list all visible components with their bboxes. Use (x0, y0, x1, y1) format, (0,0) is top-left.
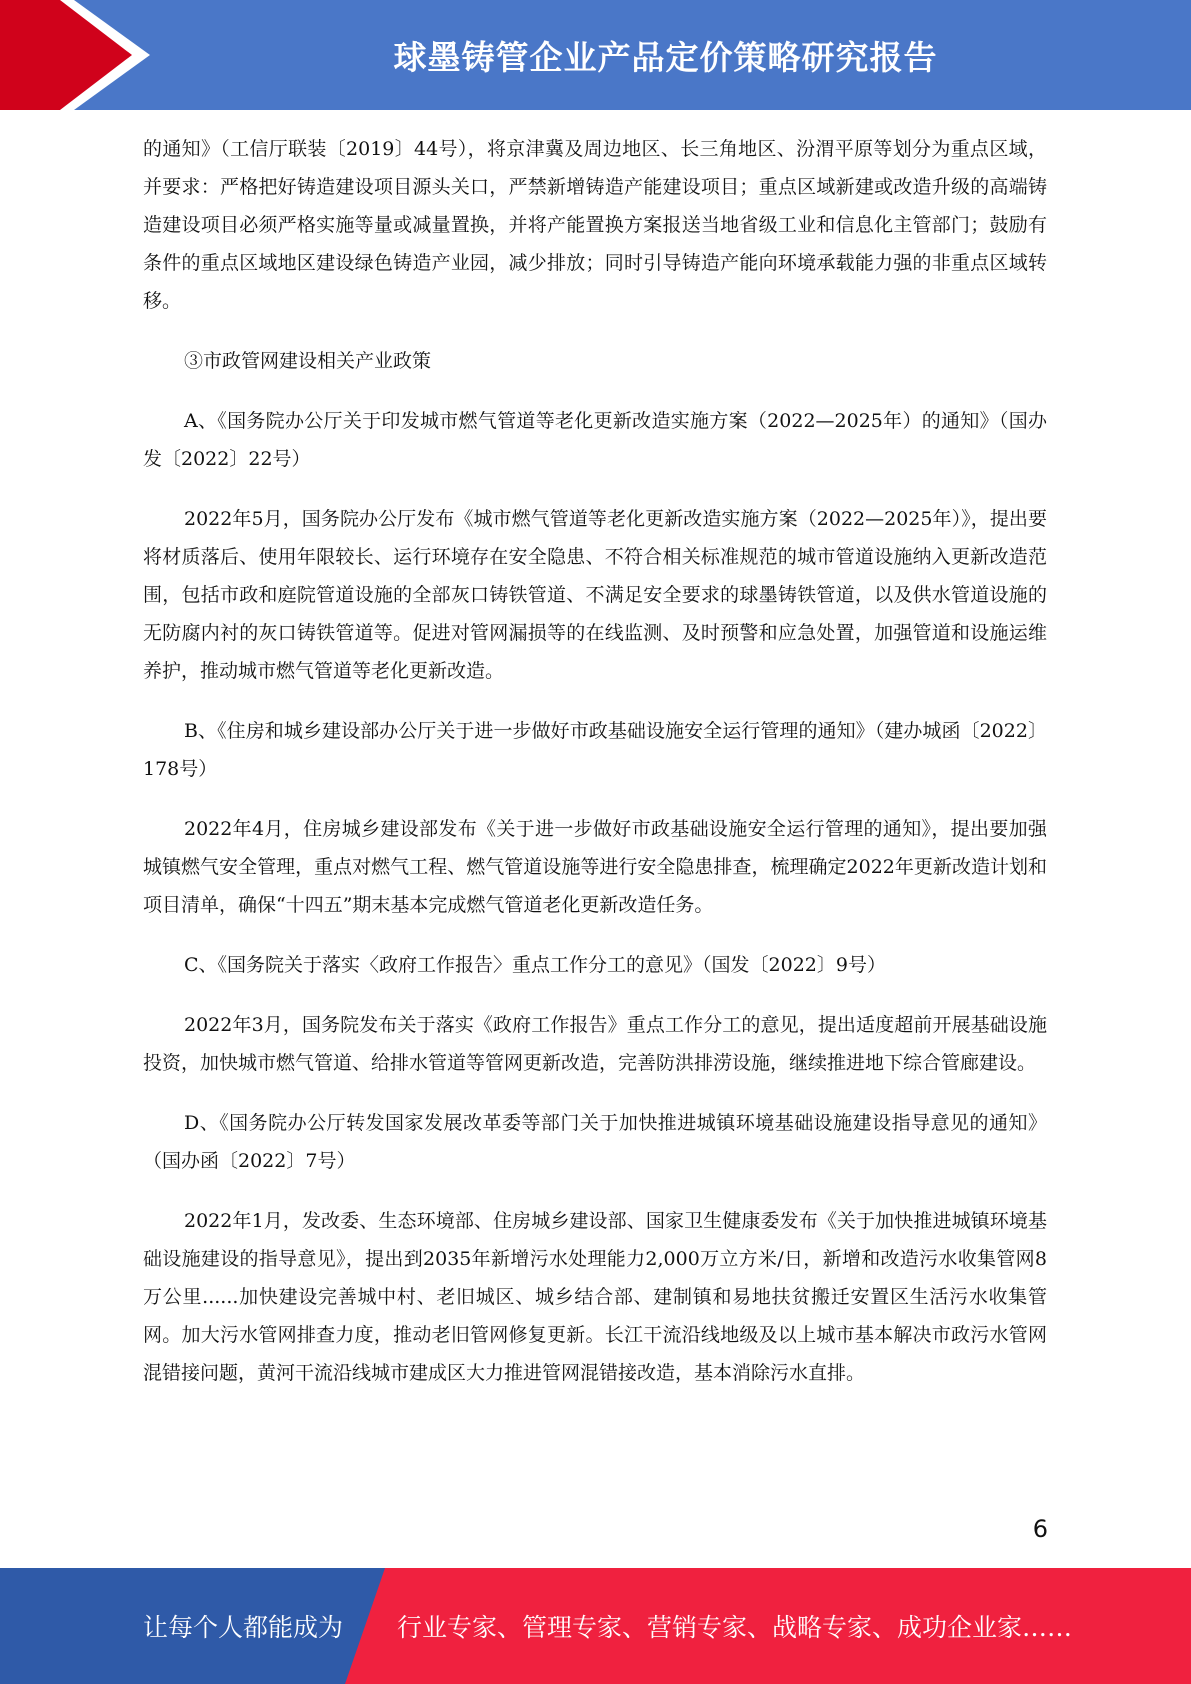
paragraph: 2022年4月，住房城乡建设部发布《关于进一步做好市政基础设施安全运行管理的通知》，提出要加强城镇燃气安全管理，重点对燃气工程、燃气管道设施等进行安全隐患排查，梳理确定2022年更新改造计划和项目清单，确保“十四五”期末基本完成燃气管道老化更新改造任务。 (143, 818, 1047, 916)
footer-slogan-left: 让每个人都能成为 (143, 1613, 344, 1642)
policy-title: C、《国务院关于落实〈政府工作报告〉重点工作分工的意见》（国发〔2022〕9号） (184, 954, 886, 976)
policy-title: D、《国务院办公厅转发国家发展改革委等部门关于加快推进城镇环境基础设施建设指导意见的通知》（国办函〔2022〕7号） (143, 1112, 1047, 1172)
section-heading: ③市政管网建设相关产业政策 (184, 350, 432, 372)
page-footer (0, 1568, 1191, 1684)
page-number: 6 (1032, 1515, 1048, 1543)
policy-title: B、《住房和城乡建设部办公厅关于进一步做好市政基础设施安全运行管理的通知》（建办城函〔2022〕178号） (143, 720, 1047, 780)
page-header (0, 0, 1191, 110)
policy-title: A、《国务院办公厅关于印发城市燃气管道等老化更新改造实施方案（2022—2025年）的通知》（国办发〔2022〕22号） (143, 410, 1047, 470)
paragraph: 2022年1月，发改委、生态环境部、住房城乡建设部、国家卫生健康委发布《关于加快推进城镇环境基础设施建设的指导意见》，提出到2035年新增污水处理能力2,000万立方米/日，新增和改造污水收集管网8万公里......加快建设完善城中村、老旧城区、城乡结合部、建制镇和易地扶贫搬迁安置区生活污水收集管网。加大污水管网排查力度，推动老旧管网修复更新。长江干流沿线地级及以上城市基本解决市政污水管网混错接问题，黄河干流沿线城市建成区大力推进管网混错接改造，基本消除污水直排。 (143, 1210, 1047, 1384)
paragraph: 2022年3月，国务院发布关于落实《政府工作报告》重点工作分工的意见，提出适度超前开展基础设施投资，加快城市燃气管道、给排水管道等管网更新改造，完善防洪排涝设施，继续推进地下综合管廊建设。 (143, 1014, 1047, 1074)
paragraph: 的通知》（工信厅联装〔2019〕44号），将京津冀及周边地区、长三角地区、汾渭平原等划分为重点区域，并要求：严格把好铸造建设项目源头关口，严禁新增铸造产能建设项目；重点区域新建或改造升级的高端铸造建设项目必须严格实施等量或减量置换，并将产能置换方案报送当地省级工业和信息化主管部门；鼓励有条件的重点区域地区建设绿色铸造产业园，减少排放；同时引导铸造产能向环境承载能力强的非重点区域转移。 (143, 138, 1047, 312)
report-title: 球墨铸管企业产品定价策略研究报告 (393, 37, 938, 77)
footer-slogan-right: 行业专家、管理专家、营销专家、战略专家、成功企业家…… (397, 1613, 1073, 1642)
document-body (143, 130, 1047, 1414)
paragraph: 2022年5月，国务院办公厅发布《城市燃气管道等老化更新改造实施方案（2022—2025年）》，提出要将材质落后、使用年限较长、运行环境存在安全隐患、不符合相关标准规范的城市管道设施纳入更新改造范围，包括市政和庭院管道设施的全部灰口铸铁管道、不满足安全要求的球墨铸铁管道，以及供水管道设施的无防腐内衬的灰口铸铁管道等。促进对管网漏损等的在线监测、及时预警和应急处置，加强管道和设施运维养护，推动城市燃气管道等老化更新改造。 (143, 508, 1047, 682)
